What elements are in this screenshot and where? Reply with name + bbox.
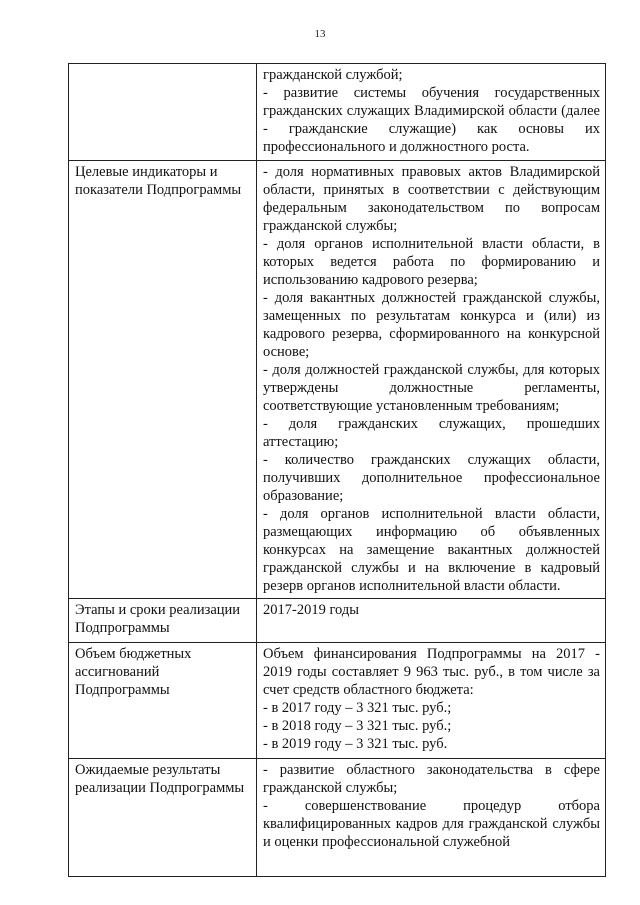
row-label: Ожидаемые результаты реализации Подпрограммы <box>69 759 257 877</box>
subprogram-passport-table <box>68 63 606 877</box>
row-label: Объем бюджетных ассигнований Подпрограммы <box>69 643 257 759</box>
value-line: - доля вакантных должностей гражданской службы, замещенных по результатам конкурса и (или) из кадрового резерва, сформированного на конкурсной основе; <box>263 290 600 360</box>
row-goals-continued <box>69 64 606 161</box>
value-line: - доля должностей гражданской службы, для которых утверждены должностные регламенты, соответствующие установленным требованиям; <box>263 362 600 414</box>
value-line: - количество гражданских служащих области, получивших дополнительное профессиональное образование; <box>263 452 600 504</box>
row-value <box>257 161 606 599</box>
row-value <box>257 643 606 759</box>
value-line: гражданской службой; <box>263 67 403 83</box>
row-label <box>69 64 257 161</box>
value-line: 2017-2019 годы <box>263 602 359 618</box>
value-line: - в 2017 году – 3 321 тыс. руб.; <box>263 700 452 716</box>
row-label: Этапы и сроки реализации Подпрограммы <box>69 599 257 643</box>
value-line: - развитие системы обучения государственных гражданских служащих Владимирской области (далее - гражданские служащие) как основы их профессионального и должностного роста. <box>263 85 600 155</box>
value-line: - совершенствование процедур отбора квалифицированных кадров для гражданской службы и оценки профессиональной служебной <box>263 798 600 850</box>
value-line: - в 2018 году – 3 321 тыс. руб.; <box>263 718 452 734</box>
value-line: - доля гражданских служащих, прошедших аттестацию; <box>263 416 600 450</box>
value-line: - доля нормативных правовых актов Владимирской области, принятых в соответствии с действующим федеральным законодательством по вопросам гражданской службы; <box>263 164 600 234</box>
row-budget <box>69 643 606 759</box>
row-value <box>257 64 606 161</box>
value-line: Объем финансирования Подпрограммы на 2017 - 2019 годы составляет 9 963 тыс. руб., в том числе за счет средств областного бюджета: <box>263 646 600 698</box>
row-value <box>257 759 606 877</box>
value-line: - развитие областного законодательства в сфере гражданской службы; <box>263 762 600 796</box>
value-line: - доля органов исполнительной власти области, в которых ведется работа по формированию и использованию кадрового резерва; <box>263 236 600 288</box>
row-stages-terms <box>69 599 606 643</box>
row-label: Целевые индикаторы и показатели Подпрограммы <box>69 161 257 599</box>
page-number: 13 <box>314 28 326 40</box>
value-line: - доля органов исполнительной власти области, размещающих информацию об объявленных конкурсах на замещение вакантных должностей гражданской службы и на включение в кадровый резерв органов исполнительной власти области. <box>263 506 600 594</box>
row-target-indicators <box>69 161 606 599</box>
row-expected-results <box>69 759 606 877</box>
row-value <box>257 599 606 643</box>
value-line: - в 2019 году – 3 321 тыс. руб. <box>263 736 448 752</box>
